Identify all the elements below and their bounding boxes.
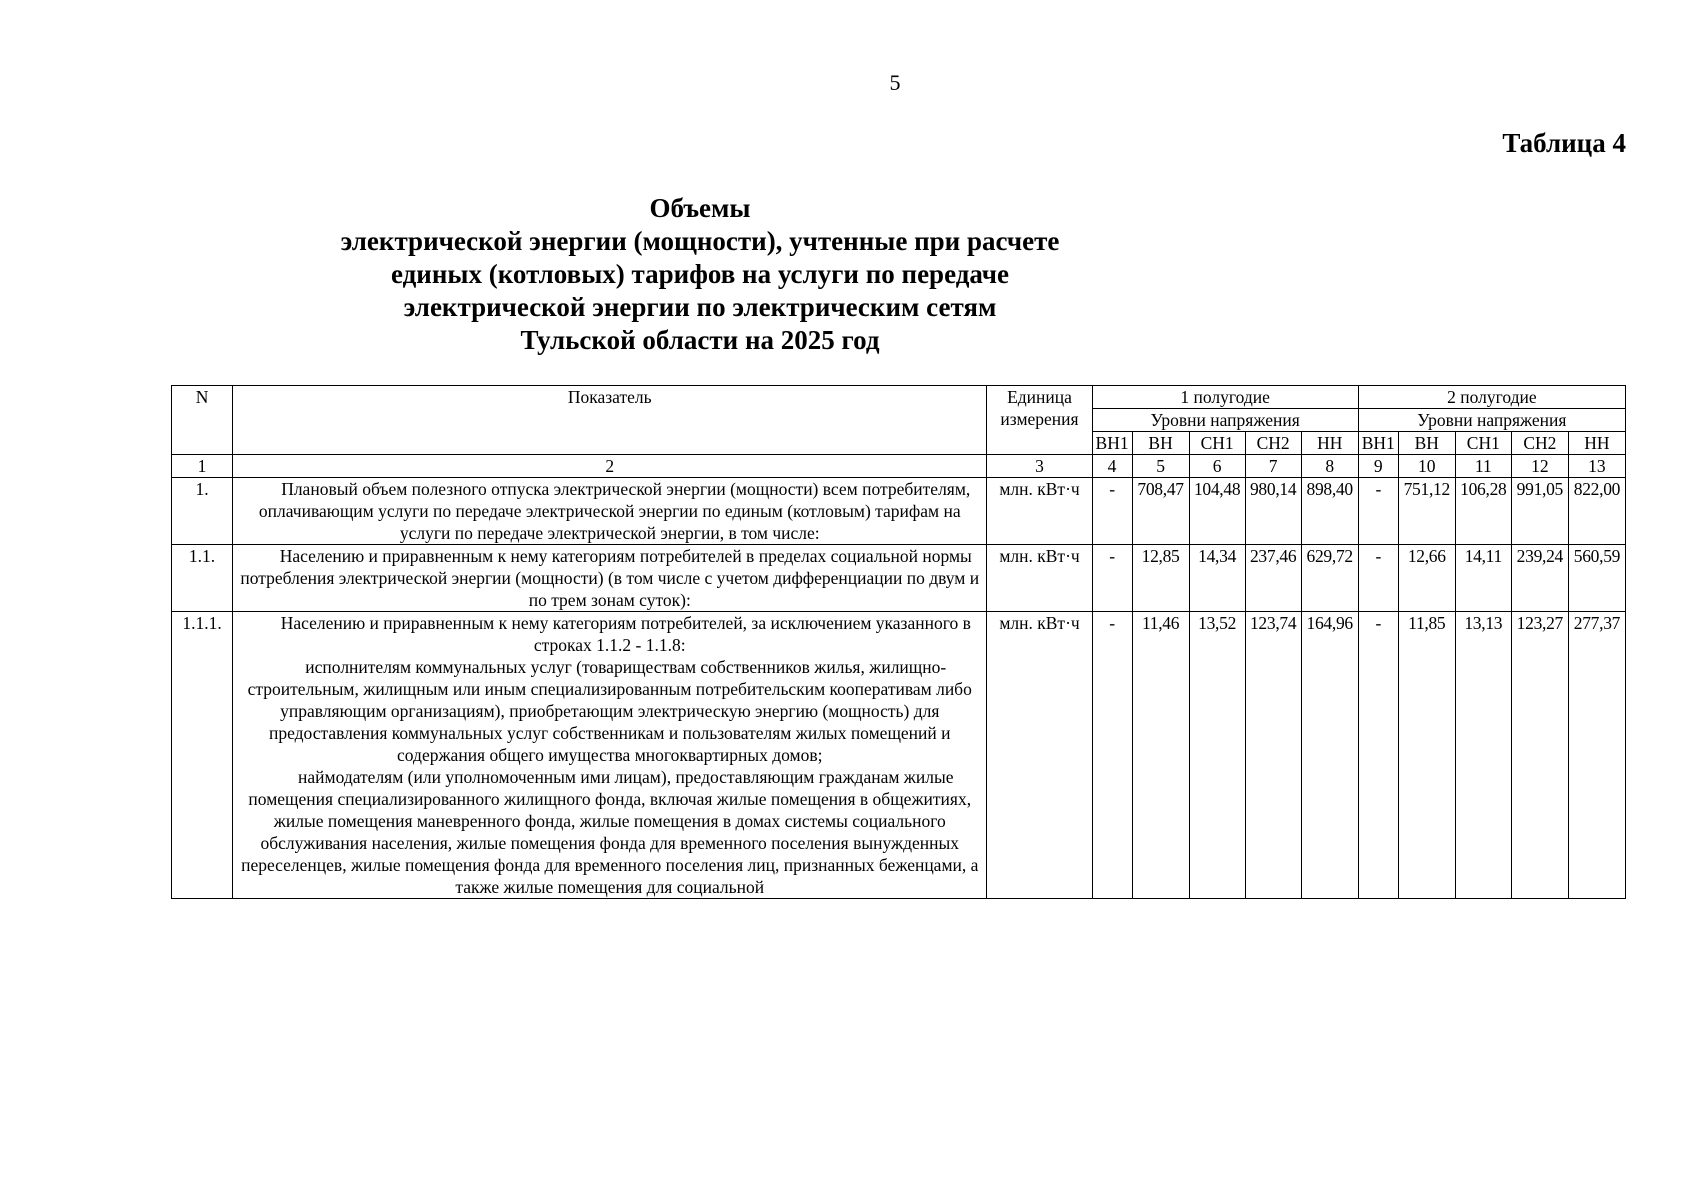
value-cell: 239,24	[1511, 545, 1568, 612]
value-cell: 991,05	[1511, 478, 1568, 545]
value-cell: -	[1358, 545, 1398, 612]
header-level: НН	[1568, 432, 1625, 455]
row-number: 1.	[172, 478, 233, 545]
title-line: электрической энергии по электрическим сетям	[403, 292, 997, 322]
row-description	[233, 478, 987, 545]
column-number: 10	[1398, 455, 1455, 478]
header-level: СН2	[1511, 432, 1568, 455]
table-label: Таблица 4	[1502, 128, 1626, 158]
value-cell: 277,37	[1568, 612, 1625, 899]
title-line: Тульской области на 2025 год	[520, 325, 880, 355]
header-level: СН1	[1455, 432, 1511, 455]
header-voltage-levels-1: Уровни напряжения	[1092, 409, 1358, 432]
header-half-1: 1 полугодие	[1092, 386, 1358, 409]
value-cell: 123,27	[1511, 612, 1568, 899]
header-level: СН1	[1189, 432, 1245, 455]
column-number: 13	[1568, 455, 1625, 478]
value-cell: 237,46	[1245, 545, 1301, 612]
header-level: ВН1	[1092, 432, 1132, 455]
value-cell: 822,00	[1568, 478, 1625, 545]
value-cell: 898,40	[1301, 478, 1358, 545]
column-number: 2	[233, 455, 987, 478]
header-level: СН2	[1245, 432, 1301, 455]
row-description	[233, 612, 987, 899]
header-half-2: 2 полугодие	[1358, 386, 1625, 409]
row-number: 1.1.1.	[172, 612, 233, 899]
column-number: 12	[1511, 455, 1568, 478]
column-number: 3	[987, 455, 1092, 478]
description-paragraph: Плановый объем полезного отпуска электрической энергии (мощности) всем потребителям, оплачивающим услуги по передаче электрической энергии по единым (котловым) тарифам на услуги по передаче электрической энергии, в том числе:	[258, 479, 971, 543]
header-indicator: Показатель	[233, 386, 987, 455]
title-line: электрической энергии (мощности), учтенные при расчете	[340, 226, 1060, 256]
value-cell: 751,12	[1398, 478, 1455, 545]
column-number: 8	[1301, 455, 1358, 478]
description-paragraph: исполнителям коммунальных услуг (товариществам собственников жилья, жилищно-строительным, жилищным или иным специализированным потребительским кооперативам либо управляющим организациям), приобретающим электрическую энергию (мощность) для предоставления коммунальных услуг собственникам и пользователям жилых помещений и содержания общего имущества многоквартирных домов;	[247, 657, 972, 765]
row-description	[233, 545, 987, 612]
value-cell: 106,28	[1455, 478, 1511, 545]
page-number: 5	[889, 70, 901, 95]
column-number: 1	[172, 455, 233, 478]
value-cell: 11,46	[1132, 612, 1189, 899]
header-level: ВН	[1132, 432, 1189, 455]
description-paragraph: Населению и приравненным к нему категориям потребителей, за исключением указанного в строках 1.1.2 - 1.1.8:	[280, 613, 971, 655]
column-number: 7	[1245, 455, 1301, 478]
column-number: 9	[1358, 455, 1398, 478]
header-n: N	[172, 386, 233, 455]
value-cell: 13,52	[1189, 612, 1245, 899]
header-level: ВН	[1398, 432, 1455, 455]
row-unit: млн. кВт·ч	[987, 612, 1092, 899]
column-number: 4	[1092, 455, 1132, 478]
header-level: ВН1	[1358, 432, 1398, 455]
value-cell: -	[1358, 612, 1398, 899]
value-cell: 708,47	[1132, 478, 1189, 545]
value-cell: 12,66	[1398, 545, 1455, 612]
header-voltage-levels-2: Уровни напряжения	[1358, 409, 1625, 432]
value-cell: 14,11	[1455, 545, 1511, 612]
row-number: 1.1.	[172, 545, 233, 612]
table-row	[172, 612, 1626, 899]
value-cell: 14,34	[1189, 545, 1245, 612]
row-unit: млн. кВт·ч	[987, 545, 1092, 612]
tariff-volume-table	[171, 385, 1626, 899]
table-row	[172, 478, 1626, 545]
value-cell: 560,59	[1568, 545, 1625, 612]
value-cell: -	[1092, 612, 1132, 899]
column-number: 5	[1132, 455, 1189, 478]
row-unit: млн. кВт·ч	[987, 478, 1092, 545]
description-paragraph: Населению и приравненным к нему категориям потребителей в пределах социальной нормы потребления электрической энергии (мощности) (в том числе с учетом дифференциации по двум и по трем зонам суток):	[240, 546, 980, 610]
value-cell: 104,48	[1189, 478, 1245, 545]
column-number: 11	[1455, 455, 1511, 478]
value-cell: -	[1092, 545, 1132, 612]
column-number: 6	[1189, 455, 1245, 478]
description-paragraph: наймодателям (или уполномоченным ими лицам), предоставляющим гражданам жилые помещения специализированного жилищного фонда, включая жилые помещения в общежитиях, жилые помещения маневренного фонда, жилые помещения в домах системы социального обслуживания населения, жилые помещения фонда для временного поселения вынужденных переселенцев, жилые помещения фонда для временного поселения лиц, признанных беженцами, а также жилые помещения для социальной	[241, 767, 979, 897]
document-title	[0, 192, 1400, 357]
value-cell: 12,85	[1132, 545, 1189, 612]
value-cell: 13,13	[1455, 612, 1511, 899]
value-cell: 164,96	[1301, 612, 1358, 899]
header-level: НН	[1301, 432, 1358, 455]
value-cell: 629,72	[1301, 545, 1358, 612]
value-cell: 980,14	[1245, 478, 1301, 545]
value-cell: -	[1358, 478, 1398, 545]
value-cell: 123,74	[1245, 612, 1301, 899]
value-cell: -	[1092, 478, 1132, 545]
title-line: Объемы	[649, 193, 751, 223]
title-line: единых (котловых) тарифов на услуги по передаче	[391, 259, 1009, 289]
value-cell: 11,85	[1398, 612, 1455, 899]
table-row	[172, 545, 1626, 612]
header-unit: Единица измерения	[987, 386, 1092, 455]
